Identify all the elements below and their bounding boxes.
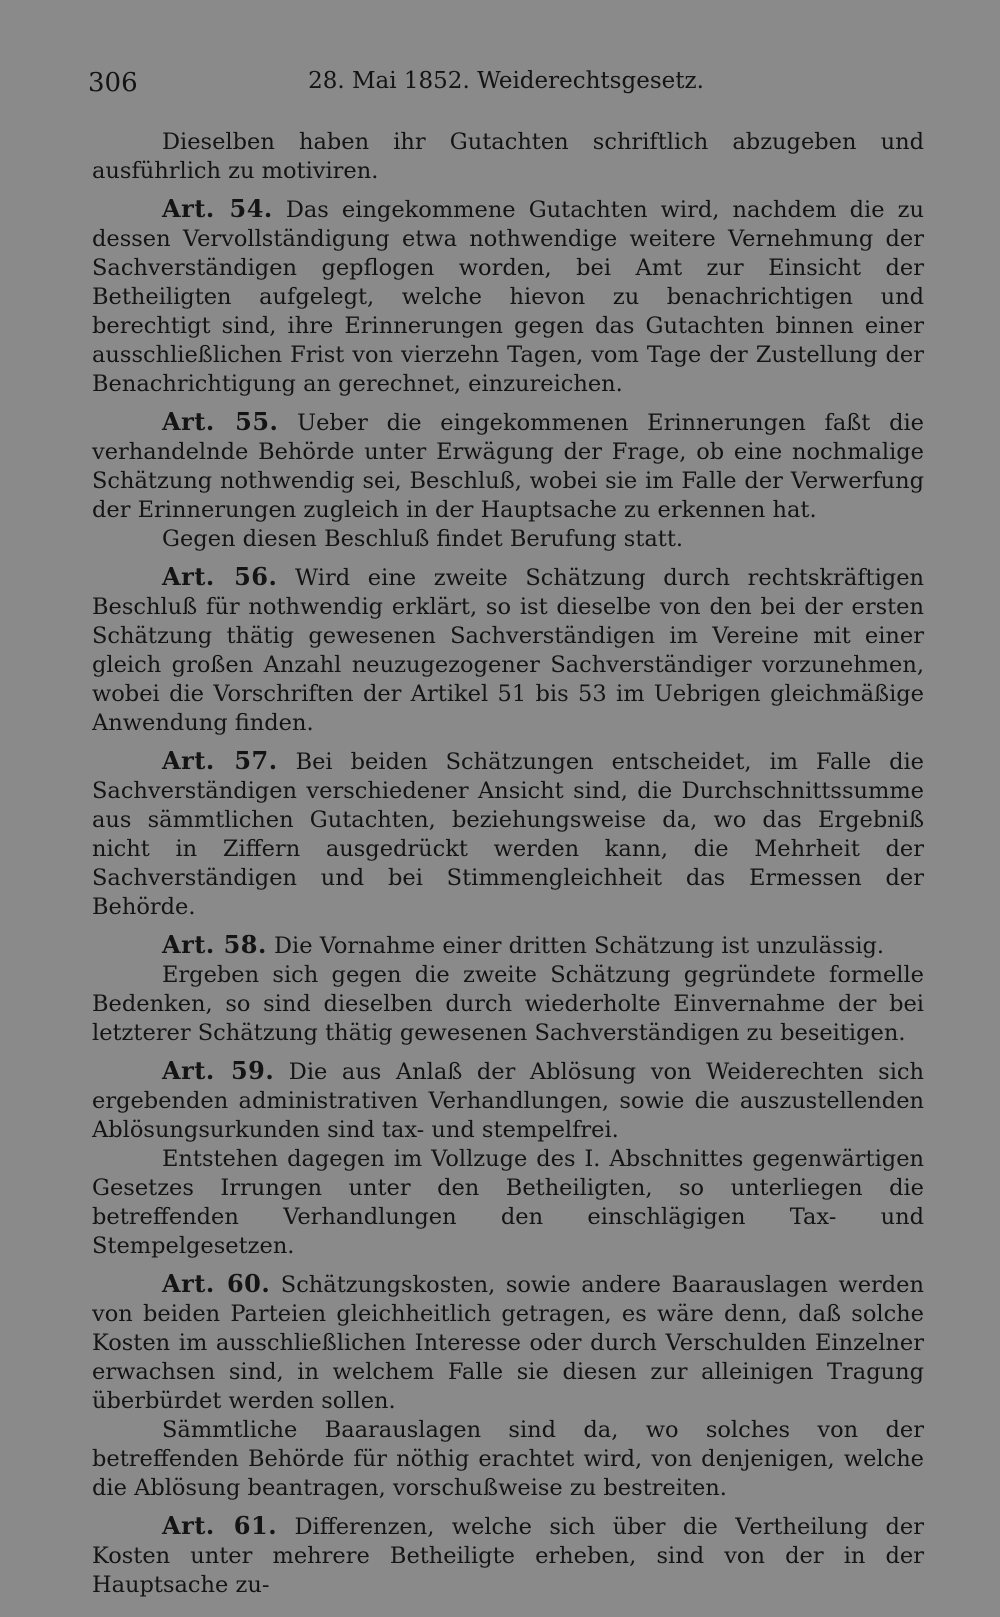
- article-label: Art. 61.: [162, 1511, 278, 1540]
- article-59-extra: Entstehen dagegen im Vollzuge des I. Abschnittes gegenwärtigen Gesetzes Irrungen unter den Betheiligten, so unterliegen die betreffenden Verhandlungen den einschlägigen Tax- und Stempelgesetzen.: [92, 1146, 924, 1259]
- article-59: [92, 1056, 924, 1145]
- article-text: Die aus Anlaß der Ablösung von Weiderechten sich ergebenden administrativen Verhandlungen, sowie die auszustellenden Ablösungsurkunden sind tax- und stempelfrei.: [92, 1059, 924, 1143]
- article-text: Wird eine zweite Schätzung durch rechtskräftigen Beschluß für nothwendig erklärt, so ist dieselbe von den bei der ersten Schätzung thätig gewesenen Sachverständigen im Vereine mit einer gleich großen Anzahl neuzugezogener Sachverständiger vorzunehmen, wobei die Vorschriften der Artikel 51 bis 53 im Uebrigen gleichmäßige Anwendung finden.: [92, 565, 925, 736]
- article-text: Bei beiden Schätzungen entscheidet, im Falle die Sachverständigen verschiedener Ansicht sind, die Durchschnittssumme aus sämmtlichen Gutachten, beziehungsweise da, wo das Ergebniß nicht in Ziffern ausgedrückt werden kann, die Mehrheit der Sachverständigen und bei Stimmengleichheit das Ermessen der Behörde.: [92, 749, 925, 920]
- article-60-extra: Sämmtliche Baarauslagen sind da, wo solches von der betreffenden Behörde für nöthig erachtet wird, von denjenigen, welche die Ablösung beantragen, vorschußweise zu bestreiten.: [92, 1417, 924, 1501]
- article-label: Art. 59.: [162, 1056, 275, 1085]
- intro-paragraph: Dieselben haben ihr Gutachten schriftlich abzugeben und ausführlich zu motiviren.: [92, 129, 924, 184]
- article-label: Art. 60.: [162, 1269, 271, 1298]
- article-text: Das eingekommene Gutachten wird, nachdem die zu dessen Vervollständigung etwa nothwendige weitere Vernehmung der Sachverständigen gepflogen worden, bei Amt zur Einsicht der Betheiligten aufgelegt, welche hievon zu benachrichtigen und berechtigt sind, ihre Erinnerungen gegen das Gutachten binnen einer ausschließlichen Frist von vierzehn Tagen, vom Tage der Zustellung der Benachrichtigung an gerechnet, einzureichen.: [92, 197, 924, 397]
- article-text: Schätzungskosten, sowie andere Baarauslagen werden von beiden Parteien gleichheitlich getragen, es wäre denn, daß solche Kosten im ausschließlichen Interesse oder durch Verschulden Einzelner erwachsen sind, in welchem Falle sie diesen zur alleinigen Tragung überbürdet werden sollen.: [92, 1272, 924, 1414]
- article-60: [92, 1269, 924, 1416]
- article-text: Die Vornahme einer dritten Schätzung ist unzulässig.: [273, 933, 885, 959]
- article-58-extra: Ergeben sich gegen die zweite Schätzung gegründete formelle Bedenken, so sind dieselben durch wiederholte Einvernahme der bei letzterer Schätzung thätig gewesenen Sachverständigen zu beseitigen.: [92, 962, 924, 1046]
- page-number: 306: [88, 68, 138, 98]
- page-header: [88, 68, 924, 108]
- article-label: Art. 56.: [162, 562, 278, 591]
- article-56: [92, 562, 924, 738]
- article-58: [92, 930, 924, 961]
- body-text: [92, 128, 924, 1600]
- article-label: Art. 54.: [162, 194, 273, 223]
- article-55: [92, 407, 924, 525]
- article-61: [92, 1511, 924, 1600]
- article-text: Ueber die eingekommenen Erinnerungen faßt die verhandelnde Behörde unter Erwägung der Frage, ob eine nochmalige Schätzung nothwendig sei, Beschluß, wobei sie im Falle der Verwerfung der Erinnerungen zugleich in der Hauptsache zu erkennen hat.: [92, 410, 924, 523]
- article-text: Differenzen, welche sich über die Vertheilung der Kosten unter mehrere Betheiligte erheben, sind von der in der Hauptsache zu-: [92, 1514, 924, 1598]
- article-57: [92, 746, 924, 922]
- article-55-extra: Gegen diesen Beschluß findet Berufung statt.: [162, 526, 684, 552]
- article-label: Art. 57.: [162, 746, 278, 775]
- article-54: [92, 194, 924, 399]
- running-title: 28. Mai 1852. Weiderechtsgesetz.: [308, 68, 704, 94]
- article-label: Art. 55.: [162, 407, 279, 436]
- article-label: Art. 58.: [162, 930, 267, 959]
